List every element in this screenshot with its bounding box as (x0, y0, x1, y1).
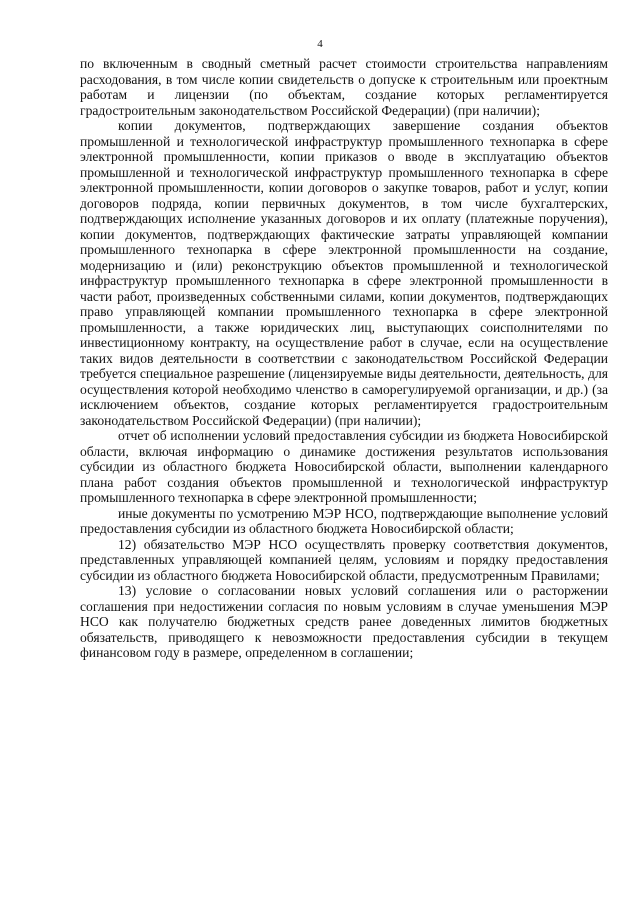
paragraph-item-12: 12) обязательство МЭР НСО осуществлять проверку соответствия документов, представленных управляющей компанией целям, условиям и порядку предоставления субсидии из областного бюджета Новосибирской области, предусмотренным Правилами; (80, 536, 608, 583)
paragraph-completion-documents: копии документов, подтверждающих завершение создания объектов промышленной и технологической инфраструктур промышленного технопарка в сфере электронной промышленности, копии приказов о вводе в эксплуатацию объектов промышленной и технологической инфраструктур промышленного технопарка в сфере электронной промышленности, копии договоров о закупке товаров, работ и услуг, копии договоров подряда, копии первичных документов, в том числе бухгалтерских, подтверждающих исполнение указанных договоров и их оплату (платежные поручения), копии документов, подтверждающих фактические затраты управляющей компании промышленного технопарка в сфере электронной промышленности на создание, модернизацию и (или) реконструкцию объектов промышленной и технологической инфраструктур промышленного технопарка в сфере электронной промышленности в части работ, произведенных собственными силами, копии документов, подтверждающих право управляющей компании промышленного технопарка в сфере электронной промышленности, а также юридических лиц, выступающих соисполнителями по инвестиционному контракту, на осуществление работ в случае, если на осуществление таких видов деятельности в соответствии с законодательством Российской Федерации требуется специальное разрешение (лицензируемые виды деятельности, деятельность, для осуществления которой необходимо членство в саморегулируемой организации, и др.) (за исключением объектов, создание которых регламентируется градостроительным законодательством Российской Федерации) (при наличии); (80, 118, 608, 428)
paragraph-execution-report: отчет об исполнении условий предоставления субсидии из бюджета Новосибирской области, включая информацию о динамике достижения результатов использования субсидии из областного бюджета Новосибирской области, выполнении календарного плана работ создания объектов промышленной и технологической инфраструктур промышленного технопарка в сфере электронной промышленности; (80, 428, 608, 505)
paragraph-item-13: 13) условие о согласовании новых условий соглашения или о расторжении соглашения при недостижении согласия по новым условиям в случае уменьшения МЭР НСО как получателю бюджетных средств ранее доведенных лимитов бюджетных обязательств, приводящего к невозможности предоставления субсидии в текущем финансовом году в размере, определенном в соглашении; (80, 583, 608, 660)
page-number: 4 (317, 38, 323, 50)
paragraph-other-documents: иные документы по усмотрению МЭР НСО, подтверждающие выполнение условий предоставления субсидии из областного бюджета Новосибирской области; (80, 505, 608, 536)
paragraph-expense-directions: по включенным в сводный сметный расчет стоимости строительства направлениям расходования, в том числе копии свидетельств о допуске к строительным или проектным работам и лицензии (по объектам, создание которых регламентируется градостроительным законодательством Российской Федерации) (при наличии); (80, 56, 608, 118)
document-body (80, 56, 608, 661)
